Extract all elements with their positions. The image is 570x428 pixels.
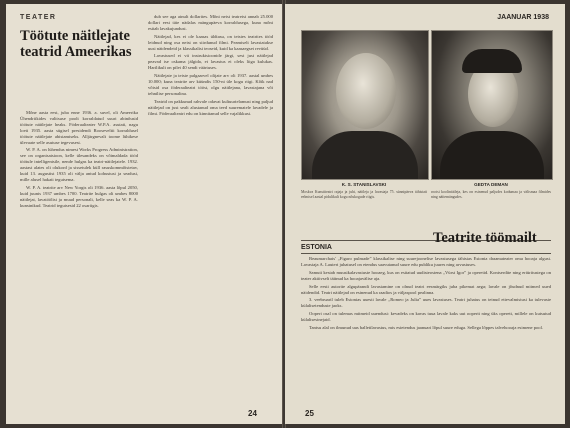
paragraph: Näitlejate ja teiste palgaarvel olijate arv oli 1937. aastal umbes 10.000; kuna teatrite arv küündis 150-ni üle kogu riigi. Kõik nad võtsid osa föderaalteatri tööst, olgu näitlejana, lavastajana või tehnilise personalina. xyxy=(148,73,273,96)
section-label: TEATER xyxy=(20,14,57,21)
photo-caption: Moskva Kunstiteatri rajaja ja juhi, näitleja ja lavastaja 75. sünnipäeva tähistati eelmisel aastal pidulikult kogu nõukogude riigis. xyxy=(301,190,427,199)
paragraph: dub see aga ainult dollarites. Mõni neist teatreist annab 25.000 dollari eest täie nädalas mängupäeva korraldusega, kuna mõni esitab lavakujundust. xyxy=(148,14,273,31)
article-column-2 xyxy=(148,14,273,412)
paragraph: Lavastused ei vii instruktsioonide järgi, sest just näitlejad peavad ise oskama jälgida, et lavastus ei oleks liiga kulukas. Harilikult on pilet 40 sendi väärtuses. xyxy=(148,53,273,71)
portrait-photo-stanislavski xyxy=(301,30,429,180)
paragraph: Beaumarchais' „Figaro pulmade” klassikalise ning suurejoonelise lavastusega tähistas Estonia draamateater oma hooaja algust. Lavastaja A. Lauteri juhatusel on etendus saavutanud suure edu publiku juures ning arvustuses. xyxy=(301,256,551,267)
page-number: 25 xyxy=(305,409,314,418)
article-title: Töötute näitlejate teatrid Ameerikas xyxy=(20,28,132,60)
suit-shape xyxy=(440,131,544,179)
section-label: ESTONIA xyxy=(301,244,332,251)
photo-caption-name: K. S. STANISLAVSKI xyxy=(341,182,387,187)
hair-shape xyxy=(462,49,522,73)
paragraph: W. P. A. on lühendus nimest Works Progress Administration, see on organisatsioon, kelle ülesandeks on võimaldada tööd töötule intelligentsile, nende hulgas ka teatri-näitlejatele. 1932. aastast alates oli olukord ja sissetulek küll rasuskommõistetav, kuid 13. augustist 1935 oli välja antud kohustusi ja seadusi, mille alusel hakati tegutsema. xyxy=(20,147,138,182)
paragraph: Ooperi osal on tulemas mitmeid uuendusi: kevadeks on kavas tuua lavale kaks uut ooperit ning üks operett, millele on kutsutud külalisesinejaid. xyxy=(301,311,551,323)
paragraph: Samuti kestab muusikalavastuste hooaeg, kus on esitatud uudisteostena „Vürst Igor” ja operetid. Kontserdite ning eriüritustega on teater aktiivselt täitnud ka hooajavälise aja. xyxy=(301,269,551,281)
suit-shape xyxy=(312,131,418,179)
paragraph: Selle eesti autorite algupärandi lavastamine on olnud teatri eesmärgiks juba pikemat aega; lavale on jõudnud mitmed uued näidendid. Teatri näitlejad on esinenud ka raadios ja väljaspool pealinna. xyxy=(301,283,551,295)
running-head: JAANUAR 1938 xyxy=(497,14,549,21)
left-page xyxy=(6,4,283,424)
photo-caption: rootsi koolinäitleja, kes on esinenud paljudes kodumaa ja välismaa filmides ning näitemängudes. xyxy=(431,190,551,199)
page-number: 24 xyxy=(248,409,257,418)
right-page xyxy=(285,4,565,424)
paragraph: Mõne aasta eest, juba enne 1936. a. suvel, oli Ameerika Ühendriikides valitsuse poolt korraldatud suuri abinõusid töötute näitlejate heaks. Föderaalteater W.P.A. asutati, nagu loeti 1935. aasta sügisel presidendi Rooseveltii korraldusel töötute näitlejate abistamiseks. Alljärgnevalt toome lühikese ülevaate selle asutuse tegevusest. xyxy=(20,110,138,145)
article-column-1 xyxy=(20,110,138,410)
paragraph: Näitlejad, kes ei ole kaasas üldtasu, on teistes teatrites tööd leidnud ning osa neist on siirdunud filmi. Peamiselt lavastatakse uusi näidendeid ja klassikalisi teoseid, kuid ka kaasaegset revüüd. xyxy=(148,33,273,51)
paragraph: Tantsu alal on ilmunud uus balletilavastus, mis esietendus jaanuari lõpul suure eduga. Sellega lõppes talvehooaja esimene pool. xyxy=(309,325,544,331)
portrait-photo-deman xyxy=(431,30,553,180)
face-shape xyxy=(336,53,396,129)
photo-caption-name: GEDTA DEMAN xyxy=(474,182,508,187)
paragraph: W. P. A. teatrite arv New Yorgis oli 1936. aasta lõpul 2050, kuid juunis 1937 umbes 1700. Teatrite hulgas oli umbes 8000 näitlejat, lavatöölist ja muud personali, kelle seas ka W. P. A. kunstnikud. Teatrid tegutsesid 22 osariigis. xyxy=(20,184,138,208)
divider xyxy=(301,253,551,254)
paragraph: 3. veebruaril tuleb Estonias uuesti lavale „Romeo ja Julia” uues lavastuses. Teatri juhatus on teinud ettevalmistusi ka tulevaste külalisetenduste jaoks. xyxy=(301,297,551,309)
paragraph: Teatrid on pakkunud rahvale odavat kultuurielamust ning paljud näitlejad on just sealt alustanud oma teed suurematele lavadele ja filmi. Föderaalteatri edu on kinnitanud selle vajalikkust. xyxy=(148,98,273,116)
article-body xyxy=(301,256,551,406)
article-title: Teatrite töömailt xyxy=(433,230,537,246)
